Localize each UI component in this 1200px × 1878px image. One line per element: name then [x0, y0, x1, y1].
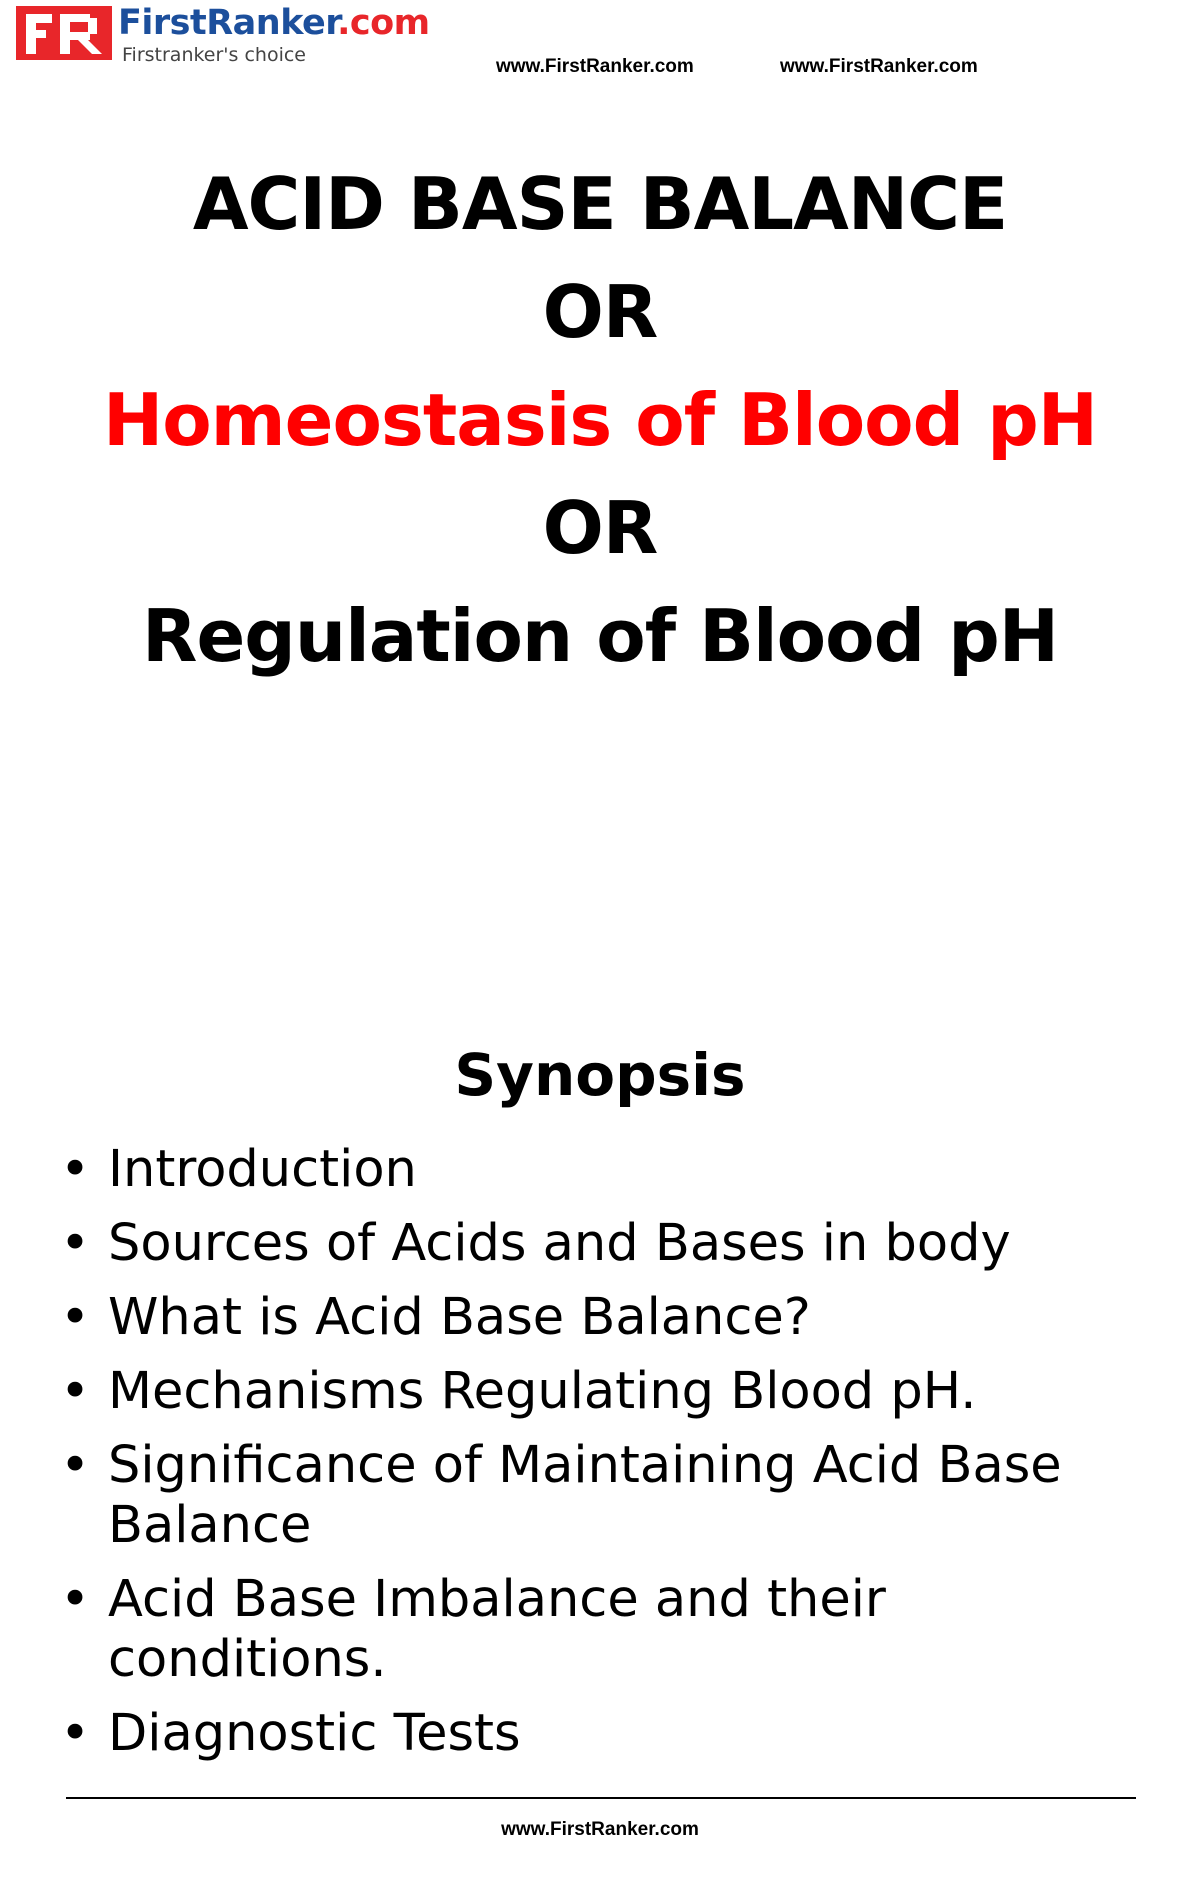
list-item-text: What is Acid Base Balance? [108, 1288, 811, 1347]
page-title [0, 150, 1200, 690]
footer-url[interactable]: www.FirstRanker.com [501, 1819, 699, 1840]
bullet-icon: • [60, 1214, 91, 1273]
title-line-or-1: OR [542, 270, 658, 354]
list-item [60, 1436, 1120, 1556]
bullet-icon: • [60, 1288, 91, 1347]
logo-name-primary: FirstRanker [118, 3, 338, 43]
list-item [60, 1570, 1120, 1690]
logo-tagline: Firstranker's choice [122, 44, 306, 66]
header-url-2[interactable]: www.FirstRanker.com [780, 56, 978, 77]
logo-name-suffix: .com [337, 3, 430, 43]
title-line-main: ACID BASE BALANCE [192, 162, 1008, 246]
synopsis-heading: Synopsis [454, 1041, 746, 1109]
list-item [60, 1362, 1120, 1422]
list-item-text: Mechanisms Regulating Blood pH. [108, 1362, 977, 1421]
list-item-text: Acid Base Imbalance and their conditions. [108, 1570, 886, 1689]
bullet-icon: • [60, 1362, 91, 1421]
title-line-homeostasis: Homeostasis of Blood pH [102, 378, 1098, 462]
list-item [60, 1288, 1120, 1348]
title-line-or-2: OR [542, 486, 658, 570]
list-item-text: Introduction [108, 1140, 417, 1199]
logo-wordmark [118, 2, 430, 44]
title-line-regulation: Regulation of Blood pH [142, 594, 1058, 678]
synopsis-list [60, 1140, 1120, 1778]
list-item-text: Sources of Acids and Bases in body [108, 1214, 1011, 1273]
bullet-icon: • [60, 1436, 91, 1495]
list-item [60, 1140, 1120, 1200]
fr-logo-icon [16, 4, 112, 62]
bullet-icon: • [60, 1704, 91, 1763]
list-item [60, 1704, 1120, 1764]
header-url-1[interactable]: www.FirstRanker.com [496, 56, 694, 77]
list-item-text: Diagnostic Tests [108, 1704, 521, 1763]
list-item [60, 1214, 1120, 1274]
list-item-text: Significance of Maintaining Acid Base Balance [108, 1436, 1062, 1555]
firstranker-logo [16, 4, 436, 68]
bullet-icon: • [60, 1570, 91, 1629]
bullet-icon: • [60, 1140, 91, 1199]
footer-divider [66, 1797, 1136, 1799]
